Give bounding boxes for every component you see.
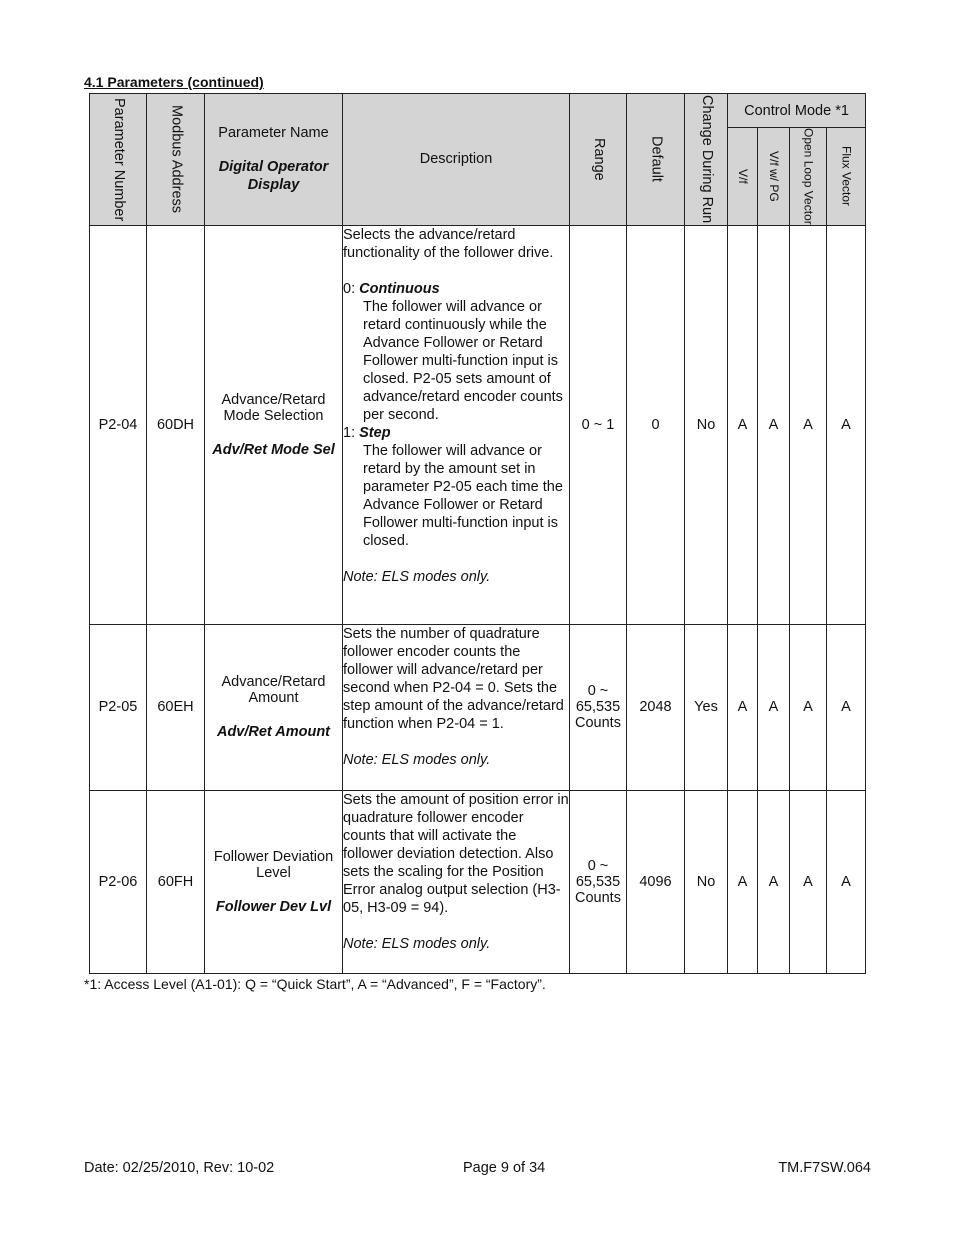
range: 0 ~ 65,535 Counts xyxy=(570,790,627,973)
header-mode-olv: Open Loop Vector xyxy=(790,128,827,226)
table-row xyxy=(90,225,866,624)
header-row xyxy=(90,94,866,128)
mode-flux: A xyxy=(827,790,866,973)
param-name: Advance/Retard Amount xyxy=(221,674,326,707)
section-title: 4.1 Parameters (continued) xyxy=(84,74,264,90)
param-name: Advance/Retard Mode Selection xyxy=(221,391,326,424)
modbus-address: 60EH xyxy=(147,624,205,790)
param-number: P2-06 xyxy=(90,790,147,973)
table-row xyxy=(90,790,866,973)
mode-vf: A xyxy=(728,225,758,624)
modbus-address: 60FH xyxy=(147,790,205,973)
modbus-address: 60DH xyxy=(147,225,205,624)
description-cell xyxy=(343,790,570,973)
mode-flux: A xyxy=(827,225,866,624)
header-mode-vf: V/f xyxy=(728,128,758,226)
param-number: P2-04 xyxy=(90,225,147,624)
default: 4096 xyxy=(627,790,685,973)
mode-vf: A xyxy=(728,624,758,790)
description-note: Note: ELS modes only. xyxy=(343,935,491,952)
mode-olv: A xyxy=(790,624,827,790)
header-display-label: Digital Operator Display xyxy=(218,159,329,194)
description-cell xyxy=(343,624,570,790)
footer-page-number: Page 9 of 34 xyxy=(463,1160,546,1176)
operator-display: Follower Dev Lvl xyxy=(215,898,332,915)
header-modbus-address: Modbus Address xyxy=(147,94,205,226)
default: 2048 xyxy=(627,624,685,790)
header-default: Default xyxy=(627,94,685,226)
description-intro: Selects the advance/retard functionality of the follower drive. xyxy=(343,226,554,261)
header-param-name-label: Parameter Name xyxy=(218,125,329,142)
param-name: Follower Deviation Level xyxy=(213,848,334,881)
mode-vf-pg: A xyxy=(758,624,790,790)
header-control-mode: Control Mode *1 xyxy=(728,94,866,128)
header-mode-flux: Flux Vector xyxy=(827,128,866,226)
header-description: Description xyxy=(343,94,570,226)
mode-vf: A xyxy=(728,790,758,973)
footnote: *1: Access Level (A1-01): Q = “Quick Start”, A = “Advanced”, F = “Factory”. xyxy=(84,976,546,992)
change-during-run: No xyxy=(685,225,728,624)
footer-doc-id: TM.F7SW.064 xyxy=(778,1160,871,1176)
option-1: 1: Step xyxy=(343,424,391,441)
header-param-number: Parameter Number xyxy=(90,94,147,226)
change-during-run: No xyxy=(685,790,728,973)
header-param-name xyxy=(205,94,343,226)
description-note: Note: ELS modes only. xyxy=(343,751,491,768)
option-0: 0: Continuous xyxy=(343,280,440,297)
mode-olv: A xyxy=(790,225,827,624)
mode-vf-pg: A xyxy=(758,790,790,973)
param-name-cell xyxy=(205,225,343,624)
description-note: Note: ELS modes only. xyxy=(343,568,491,585)
mode-vf-pg: A xyxy=(758,225,790,624)
param-name-cell xyxy=(205,624,343,790)
header-mode-vf-pg: V/f w/ PG xyxy=(758,128,790,226)
description-intro: Sets the amount of position error in quadrature follower encoder counts that will activate the follower deviation detection. Also sets the scaling for the Position Error analog output selection (H3-05, H3-09 = 94). xyxy=(343,791,569,916)
header-range: Range xyxy=(570,94,627,226)
mode-olv: A xyxy=(790,790,827,973)
mode-flux: A xyxy=(827,624,866,790)
param-number: P2-05 xyxy=(90,624,147,790)
range: 0 ~ 1 xyxy=(570,225,627,624)
description-intro: Sets the number of quadrature follower encoder counts the follower will advance/retard per second when P2-04 = 0. Sets the step amount of the advance/retard function when P2-04 = 1. xyxy=(343,625,564,732)
parameters-table xyxy=(89,93,866,974)
range: 0 ~ 65,535 Counts xyxy=(570,624,627,790)
description-cell xyxy=(343,225,570,624)
option-0-text: The follower will advance or retard continuously while the Advance Follower or Retard Follower multi-function input is closed. P2-05 sets amount of advance/retard encoder counts per second. xyxy=(363,298,563,423)
table-row xyxy=(90,624,866,790)
option-1-text: The follower will advance or retard by the amount set in parameter P2-05 each time the Advance Follower or Retard Follower multi-function input is closed. xyxy=(363,442,563,549)
param-name-cell xyxy=(205,790,343,973)
operator-display: Adv/Ret Mode Sel xyxy=(212,441,335,458)
footer-date: Date: 02/25/2010, Rev: 10-02 xyxy=(84,1160,275,1176)
change-during-run: Yes xyxy=(685,624,728,790)
default: 0 xyxy=(627,225,685,624)
operator-display: Adv/Ret Amount xyxy=(216,724,331,741)
header-change-during-run: Change During Run xyxy=(685,94,728,226)
